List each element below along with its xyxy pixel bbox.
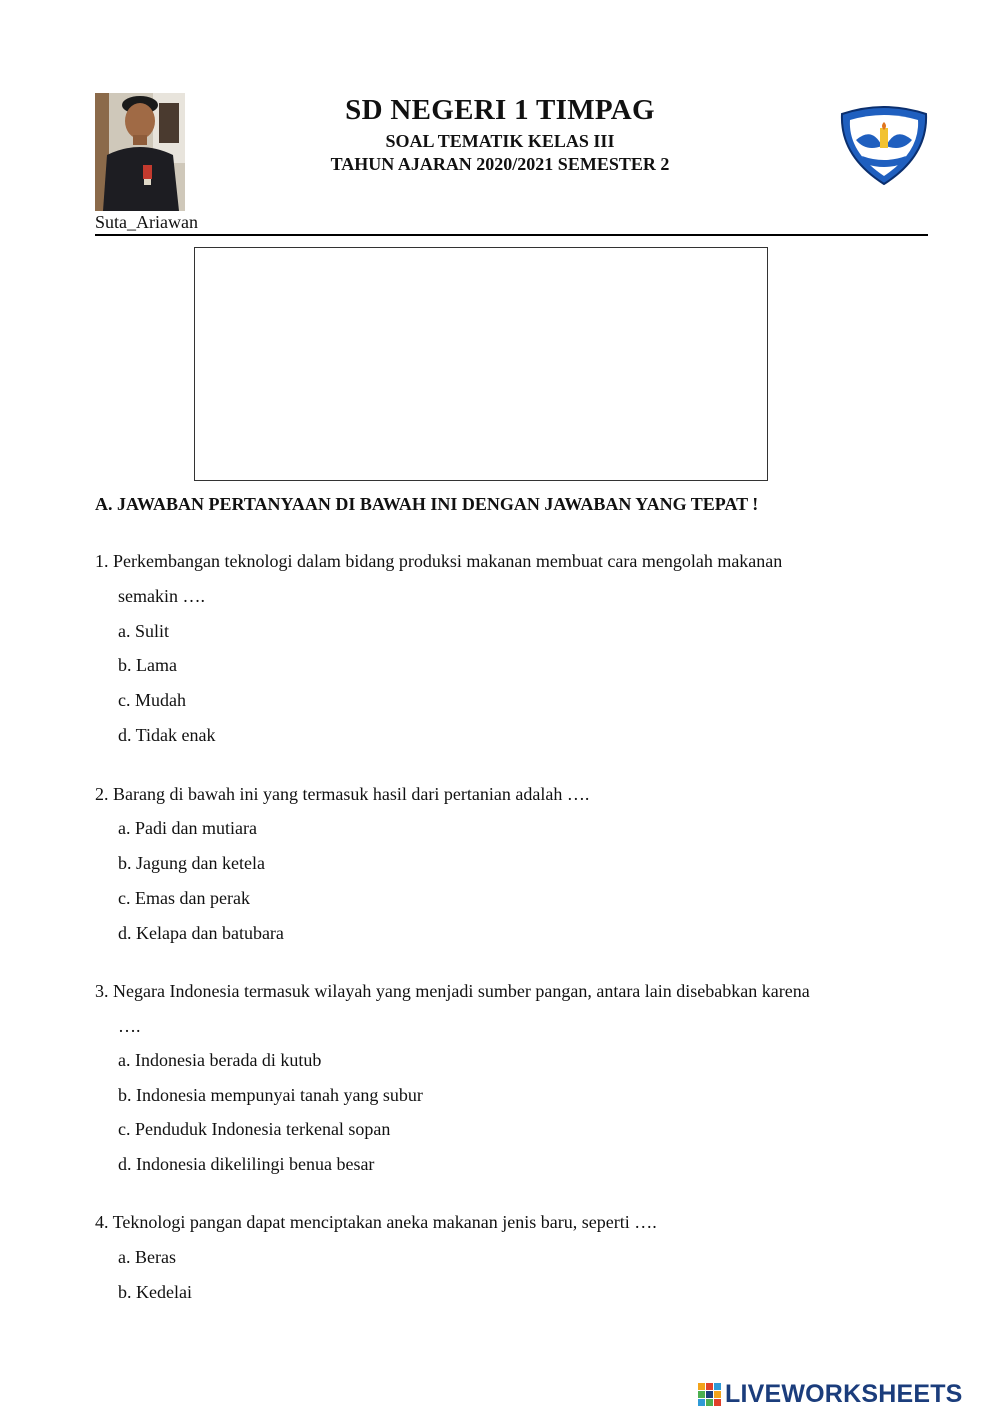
section-title: A. JAWABAN PERTANYAAN DI BAWAH INI DENGAN JAWABAN YANG TEPAT ! (95, 494, 759, 514)
exam-subtitle: SOAL TEMATIK KELAS III (385, 131, 615, 151)
liveworksheets-watermark (697, 1378, 963, 1410)
question-3: 3. Negara Indonesia termasuk wilayah yang menjadi sumber pangan, antara lain disebabkan karena (95, 981, 810, 1001)
question-1: 1. Perkembangan teknologi dalam bidang produksi makanan membuat cara mengolah makanan (95, 551, 783, 571)
question-4-option-b[interactable]: b. Kedelai (118, 1282, 192, 1302)
question-3-option-c[interactable]: c. Penduduk Indonesia terkenal sopan (118, 1119, 391, 1139)
logo-text (836, 106, 837, 107)
question-2-option-a[interactable]: a. Padi dan mutiara (118, 818, 257, 838)
emblem-icon (836, 106, 932, 186)
academic-year: TAHUN AJARAN 2020/2021 SEMESTER 2 (330, 154, 670, 174)
tut-wuri-handayani-logo (836, 106, 932, 186)
question-1-option-d[interactable]: d. Tidak enak (118, 725, 216, 745)
watermark-text: LIVEWORKSHEETS (725, 1379, 963, 1408)
author-name: Suta_Ariawan (95, 212, 198, 232)
question-1-continued: semakin …. (118, 586, 205, 606)
image-placeholder-box (194, 247, 768, 481)
question-3-option-d[interactable]: d. Indonesia dikelilingi benua besar (118, 1154, 375, 1174)
question-1-option-a[interactable]: a. Sulit (118, 621, 170, 641)
question-2-option-d[interactable]: d. Kelapa dan batubara (118, 923, 284, 943)
header-divider (95, 234, 928, 236)
question-2-option-b[interactable]: b. Jagung dan ketela (118, 853, 265, 873)
question-2-option-c[interactable]: c. Emas dan perak (118, 888, 250, 908)
question-4-option-a[interactable]: a. Beras (118, 1247, 176, 1267)
question-3-option-a[interactable]: a. Indonesia berada di kutub (118, 1050, 322, 1070)
school-name: SD NEGERI 1 TIMPAG (345, 94, 655, 126)
question-4: 4. Teknologi pangan dapat menciptakan aneka makanan jenis baru, seperti …. (95, 1212, 657, 1232)
question-1-option-b[interactable]: b. Lama (118, 655, 177, 675)
question-3-option-b[interactable]: b. Indonesia mempunyai tanah yang subur (118, 1085, 423, 1105)
liveworksheets-logo-icon (697, 1382, 722, 1407)
person-photo-icon (95, 93, 185, 211)
author-photo (95, 93, 185, 211)
question-1-option-c[interactable]: c. Mudah (118, 690, 186, 710)
question-3-continued: …. (118, 1016, 141, 1036)
question-2: 2. Barang di bawah ini yang termasuk hasil dari pertanian adalah …. (95, 784, 590, 804)
